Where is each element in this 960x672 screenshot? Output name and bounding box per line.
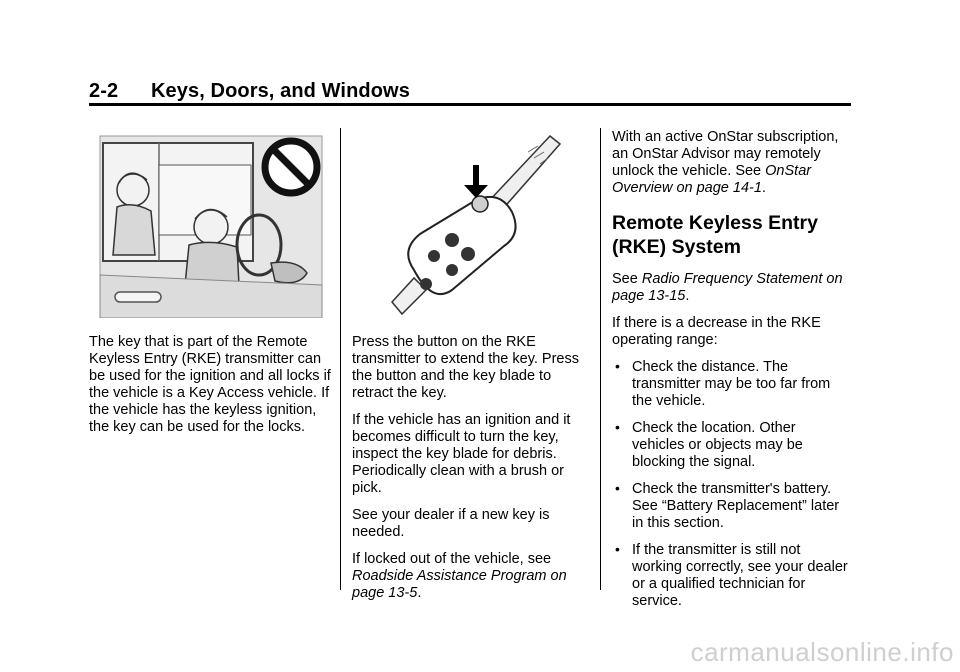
column-3 bbox=[612, 129, 852, 620]
rke-system-heading: Remote Keyless Entry (RKE) System bbox=[612, 212, 818, 258]
header-rule bbox=[89, 103, 851, 106]
onstar-paragraph: With an active OnStar subscription, an OnStar Advisor may remotely unlock the vehicle. See OnStar Overview on page 14-1. bbox=[612, 129, 839, 196]
operating-range-paragraph: If there is a decrease in the RKE operating range: bbox=[612, 315, 821, 348]
page-number: 2-2 bbox=[89, 80, 119, 102]
list-item: • Check the location. Other vehicles or objects may be blocking the signal. bbox=[615, 419, 803, 470]
ignition-paragraph: If the vehicle has an ignition and it becomes difficult to turn the key, inspect the key blade for debris. Periodically clean with a brush or pick. bbox=[352, 412, 571, 496]
list-item: • If the transmitter is still not working correctly, see your dealer or a qualified technician for service. bbox=[615, 541, 848, 609]
rke-key-fob-illustration bbox=[380, 130, 570, 325]
extend-key-paragraph: Press the button on the RKE transmitter to extend the key. Press the button and the key blade to retract the key. bbox=[352, 334, 579, 401]
bullet-icon: • bbox=[615, 358, 620, 374]
column-divider-1 bbox=[340, 128, 341, 590]
troubleshooting-list bbox=[612, 359, 852, 610]
list-item: • Check the transmitter's battery. See “Battery Replacement” later in this section. bbox=[615, 480, 840, 531]
new-key-paragraph: See your dealer if a new key is needed. bbox=[352, 507, 550, 540]
column-divider-2 bbox=[600, 128, 601, 590]
key-description-paragraph: The key that is part of the Remote Keyless Entry (RKE) transmitter can be used for the ignition and all locks if the vehicle is a Key Access vehicle. If the vehicle has the keyless ignition, the key can be used for the locks. bbox=[89, 334, 331, 435]
onstar-overview-reference: OnStar Overview on page 14-1 bbox=[612, 163, 812, 196]
locked-out-paragraph: If locked out of the vehicle, see Roadside Assistance Program on page 13-5. bbox=[352, 551, 567, 601]
radio-frequency-paragraph: See Radio Frequency Statement on page 13-15. bbox=[612, 271, 843, 304]
bullet-icon: • bbox=[615, 480, 620, 496]
roadside-assistance-reference: Roadside Assistance Program on page 13-5 bbox=[352, 568, 567, 601]
page-header bbox=[89, 80, 410, 103]
children-in-car-illustration bbox=[99, 135, 323, 318]
section-title: Keys, Doors, and Windows bbox=[151, 80, 410, 102]
watermark: carmanualsonline.info bbox=[690, 637, 954, 667]
bullet-icon: • bbox=[615, 419, 620, 435]
list-item: • Check the distance. The transmitter may be too far from the vehicle. bbox=[615, 358, 831, 409]
bullet-icon: • bbox=[615, 541, 620, 557]
column-1 bbox=[89, 334, 334, 446]
column-2 bbox=[352, 334, 592, 612]
radio-frequency-reference: Radio Frequency Statement on page 13-15 bbox=[612, 271, 843, 304]
